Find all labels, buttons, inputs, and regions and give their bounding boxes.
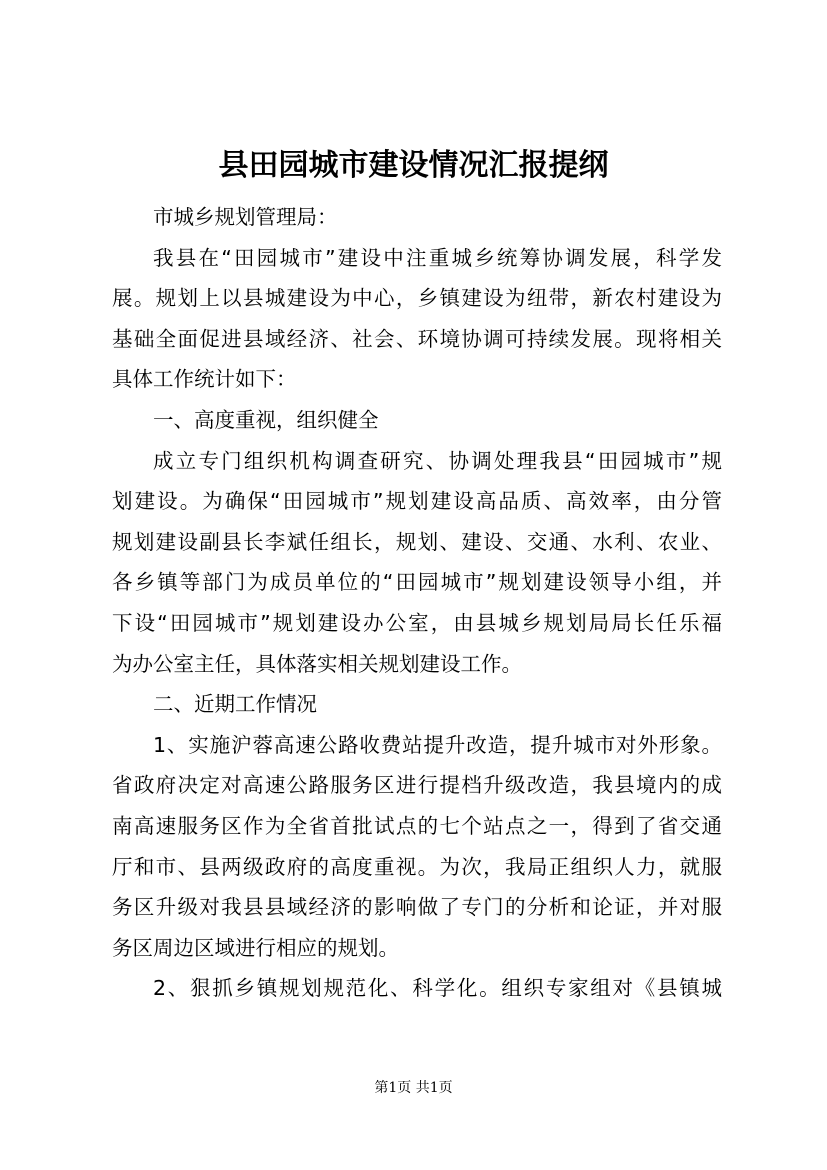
- document-body: [112, 197, 722, 1009]
- text-line: 划建设。为确保“田园城市”规划建设高品质、高效率，由分管: [112, 489, 722, 514]
- text-line: 务区周边区域进行相应的规划。: [112, 935, 399, 960]
- text-line: 南高速服务区作为全省首批试点的七个站点之一，得到了省交通: [112, 813, 722, 838]
- text-line: 规划建设副县长李斌任组长，规划、建设、交通、水利、农业、: [112, 529, 722, 554]
- text-line: 基础全面促进县域经济、社会、环境协调可持续发展。现将相关: [112, 326, 722, 351]
- text-line: 厅和市、县两级政府的高度重视。为次，我局正组织人力，就服: [112, 854, 722, 879]
- text-line: 1、实施沪蓉高速公路收费站提升改造，提升城市对外形象。: [153, 732, 722, 757]
- text-line: 展。规划上以县城建设为中心，乡镇建设为纽带，新农村建设为: [112, 286, 722, 311]
- text-line: 2、狠抓乡镇规划规范化、科学化。组织专家组对《县镇城: [153, 976, 722, 1001]
- text-line: 下设“田园城市”规划建设办公室，由县城乡规划局局长任乐福: [112, 610, 722, 635]
- text-line: 省政府决定对高速公路服务区进行提档升级改造，我县境内的成: [112, 773, 722, 798]
- text-line: 二、近期工作情况: [153, 692, 317, 717]
- text-line: 具体工作统计如下：: [112, 367, 297, 392]
- text-line: 为办公室主任，具体落实相关规划建设工作。: [112, 651, 522, 676]
- text-line: 成立专门组织机构调查研究、协调处理我县“田园城市”规: [153, 448, 722, 473]
- text-line: 我县在“田园城市”建设中注重城乡统筹协调发展，科学发: [153, 245, 722, 270]
- document-title: 县田园城市建设情况汇报提纲: [218, 148, 609, 183]
- text-line: 务区升级对我县县域经济的影响做了专门的分析和论证，并对服: [112, 895, 722, 920]
- page-footer: 第1页 共1页: [374, 1080, 453, 1096]
- text-line: 一、高度重视，组织健全: [153, 407, 379, 432]
- text-line: 各乡镇等部门为成员单位的“田园城市”规划建设领导小组，并: [112, 570, 722, 595]
- text-line: 市城乡规划管理局：: [153, 205, 338, 229]
